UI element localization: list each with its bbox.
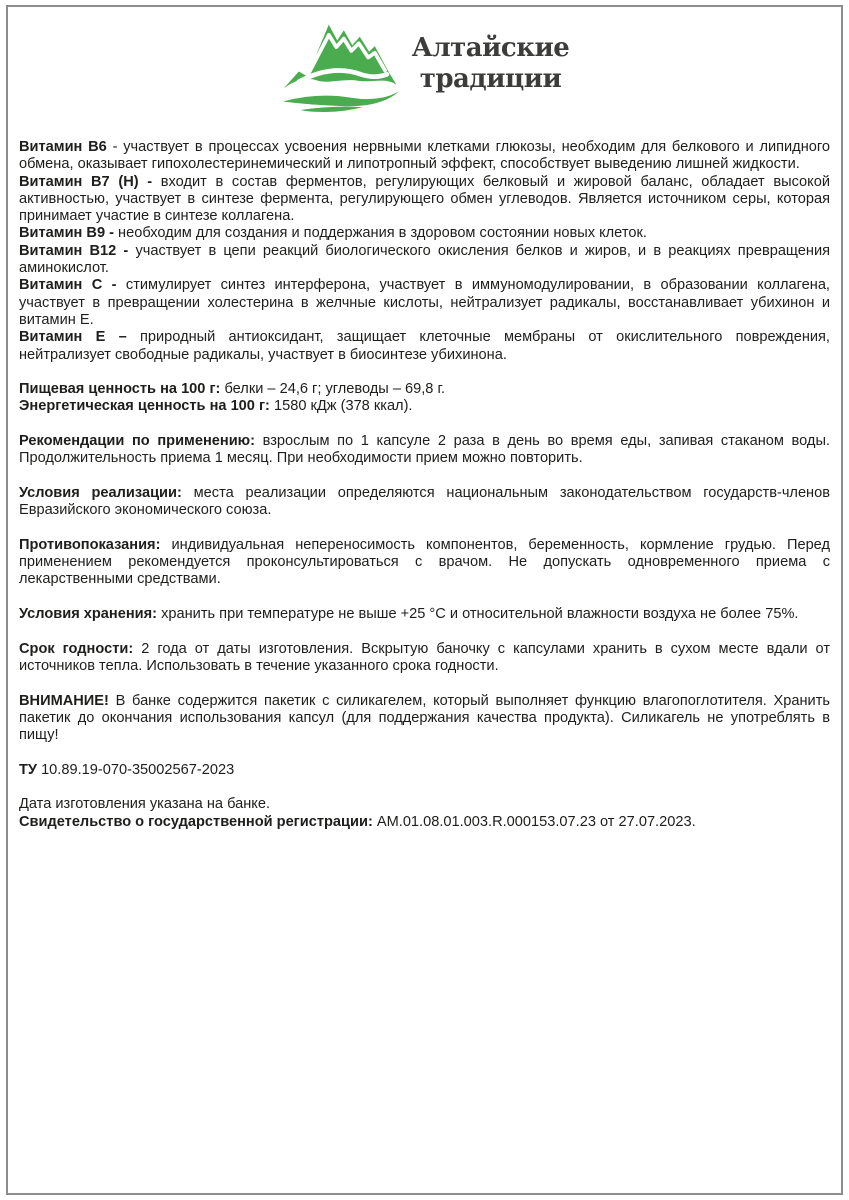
paragraph-vitamin-b7 <box>19 174 830 226</box>
paragraph-nutrition-value <box>19 381 830 398</box>
vitamin-b6-text: - участвует в процессах усвоения нервными клетками глюкозы, необходим для белкового и липидного обмена, оказывает гипохолестеринемический и липотропный эффект, способствует выведению лишней жидкости. <box>19 139 830 173</box>
tu-label: ТУ <box>19 761 37 778</box>
recommendations-text: взрослым по 1 капсуле 2 раза в день во время еды, запивая стаканом воды. Продолжительность приема 1 месяц. При необходимости прием можно повторить. <box>19 433 830 467</box>
sale-conditions-text: места реализации определяются национальным законодательством государств-членов Евразийского экономического союза. <box>19 484 830 519</box>
brand-logo <box>19 16 830 112</box>
vitamin-b12-text: участвует в цепи реакций биологического окисления белков и жиров, и в реакциях превращения аминокислот. <box>19 242 831 277</box>
attention-section <box>19 693 830 745</box>
vitamin-b12-label: Витамин В12 - <box>19 242 129 259</box>
registration-section <box>19 796 830 831</box>
vitamin-c-label: Витамин С - <box>19 277 117 294</box>
registration-text: AM.01.08.01.003.R.000153.07.23 от 27.07.2023. <box>376 813 696 830</box>
vitamin-b6-label: Витамин В6 <box>19 139 107 155</box>
recommendations-section <box>19 433 830 468</box>
nutrition-value-text: белки – 24,6 г; углеводы – 69,8 г. <box>224 381 446 398</box>
shelf-life-section <box>19 641 830 676</box>
storage-conditions-label: Условия хранения: <box>19 606 158 623</box>
paragraph-vitamin-b9 <box>19 225 830 242</box>
label-text-body <box>19 139 830 831</box>
energy-value-label: Энергетическая ценность на 100 г: <box>19 398 270 415</box>
nutrition-section <box>19 381 830 416</box>
storage-conditions-text: хранить при температуре не выше +25 °С и относительной влажности воздуха не более 75%. <box>161 606 799 623</box>
attention-text: В банке содержится пакетик с силикагелем, который выполняет функцию влагопоглотителя. Хранить пакетик до окончания использования капсул (для поддержания качества продукта). Силикагель не употреблять в пищу! <box>19 692 830 744</box>
registration-label: Свидетельство о государственной регистрации: <box>19 813 373 830</box>
paragraph-vitamin-b6 <box>19 139 830 174</box>
paragraph-vitamin-c <box>19 277 830 329</box>
recommendations-label: Рекомендации по применению: <box>19 433 256 450</box>
vitamins-section <box>19 139 830 364</box>
sale-conditions-section <box>19 485 830 520</box>
shelf-life-text: 2 года от даты изготовления. Вскрытую баночку с капсулами хранить в сухом месте вдали от источников тепла. Использовать в течение указанного срока годности. <box>19 640 831 674</box>
manufacture-date-text: Дата изготовления указана на банке. <box>19 796 271 813</box>
vitamin-b9-text: необходим для создания и поддержания в здоровом состоянии новых клеток. <box>118 225 647 242</box>
tu-number-text: 10.89.19-070-35002567-2023 <box>41 761 235 778</box>
paragraph-vitamin-e <box>19 329 830 364</box>
paragraph-registration <box>19 814 830 831</box>
vitamin-b9-label: Витамин В9 - <box>19 225 114 242</box>
paragraph-manufacture-date <box>19 796 830 813</box>
vitamin-e-label: Витамин Е – <box>19 329 127 346</box>
contraindications-section <box>19 537 830 589</box>
mountains-logo-icon <box>280 16 402 112</box>
storage-conditions-section <box>19 606 830 623</box>
contraindications-label: Противопоказания: <box>19 536 161 553</box>
brand-name-line2: традиции <box>419 64 562 94</box>
brand-name <box>412 33 570 95</box>
vitamin-b7-label: Витамин В7 (Н) - <box>19 173 153 190</box>
brand-name-line1: Алтайские <box>411 33 570 63</box>
nutrition-value-label: Пищевая ценность на 100 г: <box>19 381 221 398</box>
vitamin-c-text: стимулирует синтез интерферона, участвует в иммуномодулировании, в образовании коллагена, участвует в превращении холестерина в желчные кислоты, нейтрализует радикалы, восстанавливает убихинон и витамин Е. <box>19 277 830 328</box>
contraindications-text: индивидуальная непереносимость компонентов, беременность, кормление грудью. Перед применением рекомендуется проконсультироваться с врачом. Не допускать одновременного приема с лекарственными средствами. <box>19 536 830 588</box>
paragraph-recommendations <box>19 433 830 468</box>
paragraph-contraindications <box>19 537 830 589</box>
energy-value-text: 1580 кДж (378 ккал). <box>273 398 413 415</box>
paragraph-storage-conditions <box>19 606 830 623</box>
paragraph-energy-value <box>19 398 830 415</box>
paragraph-tu-number <box>19 762 830 779</box>
paragraph-attention <box>19 693 830 745</box>
paragraph-sale-conditions <box>19 485 830 520</box>
shelf-life-label: Срок годности: <box>19 640 134 657</box>
attention-label: ВНИМАНИЕ! <box>19 692 109 709</box>
paragraph-vitamin-b12 <box>19 243 830 278</box>
vitamin-b7-text: входит в состав ферментов, регулирующих белковый и жировой баланс, обладает высокой активностью, участвует в синтезе фермента, регулирующего обмен углеводов. Является источником серы, которая принимает участие в синтезе коллагена. <box>19 173 830 225</box>
tu-section <box>19 762 830 779</box>
label-content <box>19 0 830 848</box>
paragraph-shelf-life <box>19 641 830 676</box>
vitamin-e-text: природный антиоксидант, защищает клеточные мембраны от окислительного повреждения, нейтрализует свободные радикалы, участвует в биосинтезе убихинона. <box>19 329 830 363</box>
sale-conditions-label: Условия реализации: <box>19 484 182 501</box>
